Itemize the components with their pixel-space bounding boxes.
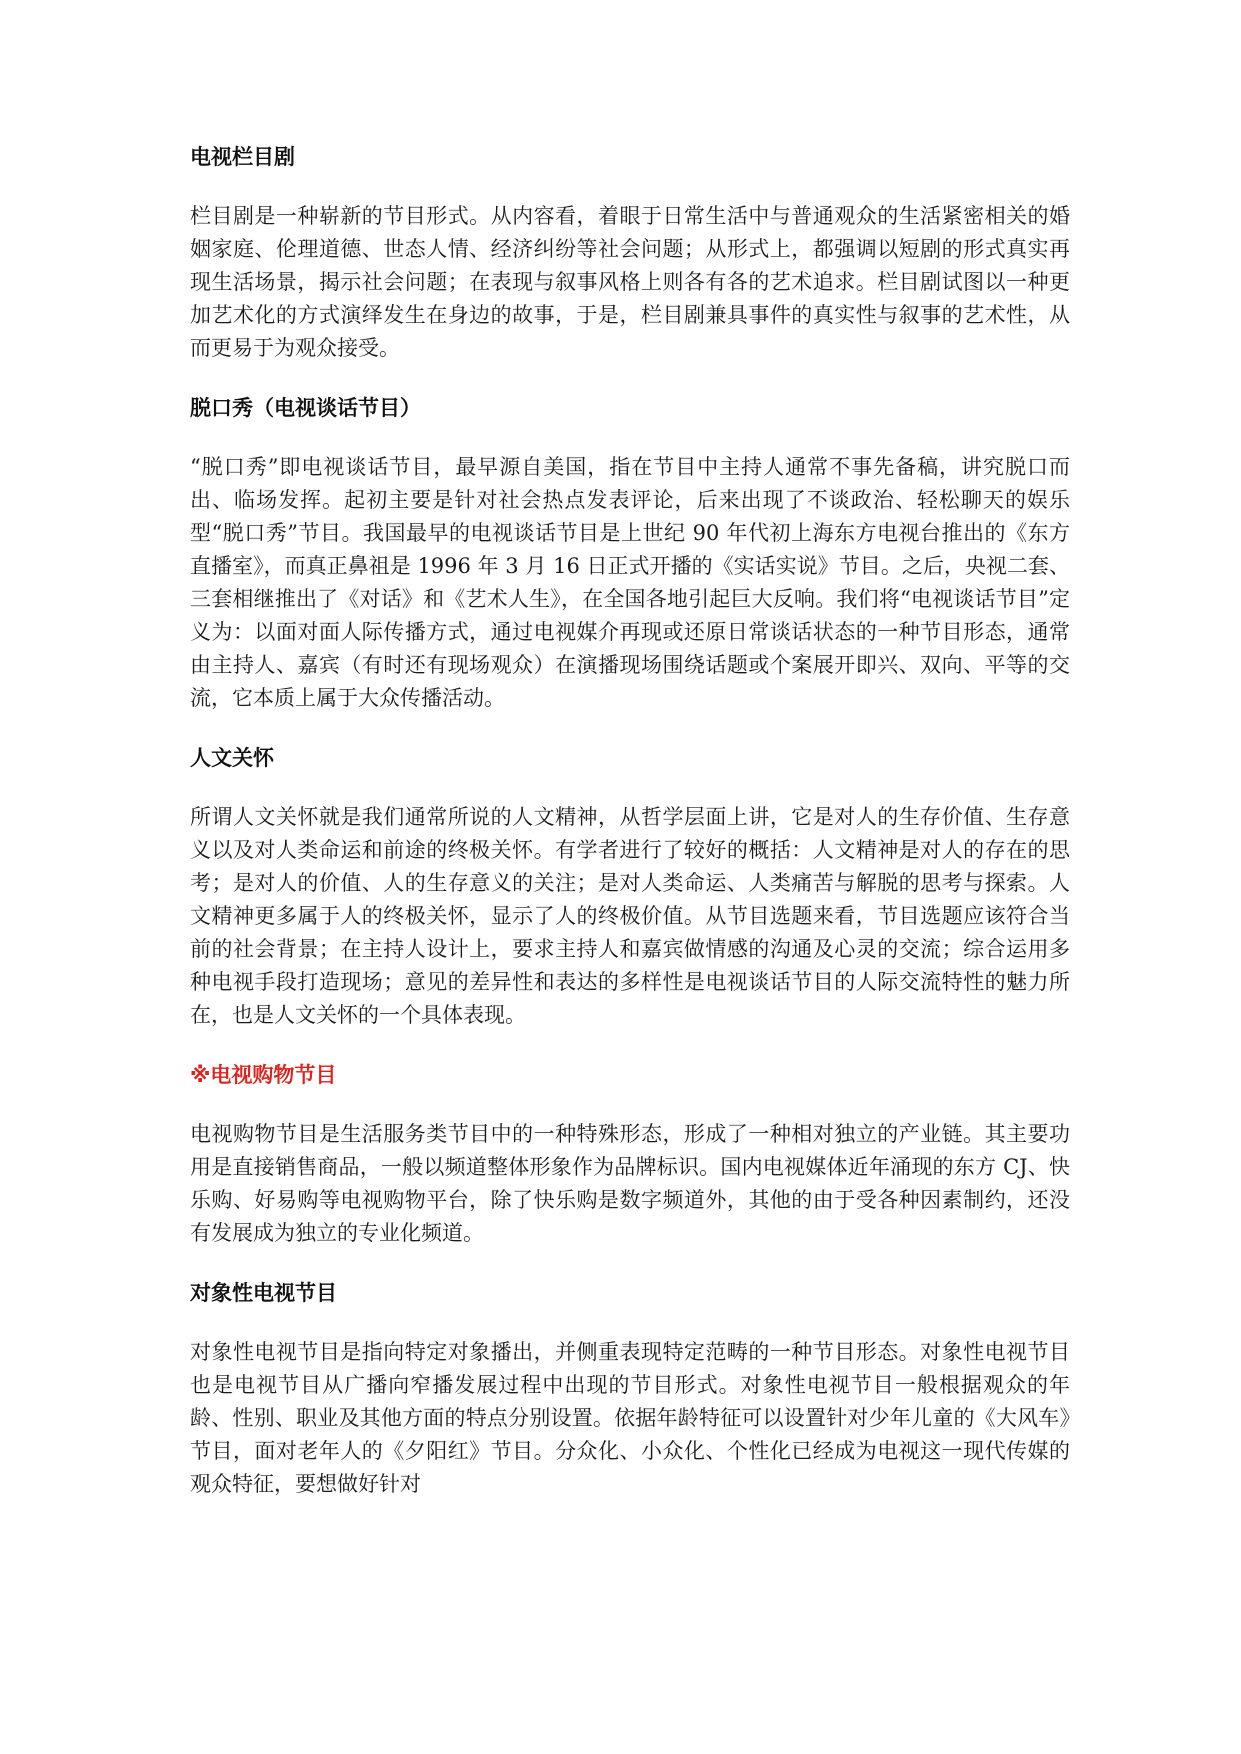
section-humanistic-care [190, 741, 1070, 1032]
section-heading: 脱口秀（电视谈话节目） [190, 396, 421, 420]
section-paragraph: 栏目剧是一种崭新的节目形式。从内容看，着眼于日常生活中与普通观众的生活紧密相关的婚姻家庭、伦理道德、世态人情、经济纠纷等社会问题；从形式上，都强调以短剧的形式真实再现生活场景，揭示社会问题；在表现与叙事风格上则各有各的艺术追求。栏目剧试图以一种更加艺术化的方式演绎发生在身边的故事，于是，栏目剧兼具事件的真实性与叙事的艺术性，从而更易于为观众接受。 [190, 204, 1070, 360]
section-column-drama [190, 140, 1070, 365]
section-paragraph: “脱口秀”即电视谈话节目，最早源自美国，指在节目中主持人通常不事先备稿，讲究脱口而出、临场发挥。起初主要是针对社会热点发表评论，后来出现了不谈政治、轻松聊天的娱乐型“脱口秀”节目。我国最早的电视谈话节目是上世纪 90 年代初上海东方电视台推出的《东方直播室》，而真正鼻祖是 1996 年 3 月 16 日正式开播的《实话实说》节目。之后，央视二套、三套相继推出了《对话》和《艺术人生》，在全国各地引起巨大反响。我们将“电视谈话节目”定义为：以面对面人际传播方式，通过电视媒介再现或还原日常谈话状态的一种节目形态，通常由主持人、嘉宾（有时还有现场观众）在演播现场围绕话题或个案展开即兴、双向、平等的交流，它本质上属于大众传播活动。 [190, 455, 1070, 710]
section-targeted-programs [190, 1276, 1070, 1501]
section-paragraph: 对象性电视节目是指向特定对象播出，并侧重表现特定范畴的一种节目形态。对象性电视节目也是电视节目从广播向窄播发展过程中出现的节目形式。对象性电视节目一般根据观众的年龄、性别、职业及其他方面的特点分别设置。依据年龄特征可以设置针对少年儿童的《大风车》节目，面对老年人的《夕阳红》节目。分众化、小众化、个性化已经成为电视这一现代传媒的观众特征，要想做好针对 [190, 1340, 1070, 1496]
section-heading: 电视栏目剧 [190, 145, 295, 169]
section-paragraph: 所谓人文关怀就是我们通常所说的人文精神，从哲学层面上讲，它是对人的生存价值、生存意义以及对人类命运和前途的终极关怀。有学者进行了较好的概括：人文精神是对人的存在的思考；是对人的价值、人的生存意义的关注；是对人类命运、人类痛苦与解脱的思考与探索。人文精神更多属于人的终极关怀，显示了人的终极价值。从节目选题来看，节目选题应该符合当前的社会背景；在主持人设计上，要求主持人和嘉宾做情感的沟通及心灵的交流；综合运用多种电视手段打造现场；意见的差异性和表达的多样性是电视谈话节目的人际交流特性的魅力所在，也是人文关怀的一个具体表现。 [190, 805, 1070, 1027]
section-talk-show [190, 391, 1070, 715]
section-paragraph: 电视购物节目是生活服务类节目中的一种特殊形态，形成了一种相对独立的产业链。其主要功用是直接销售商品，一般以频道整体形象作为品牌标识。国内电视媒体近年涌现的东方 CJ、快乐购、好易购等电视购物平台，除了快乐购是数字频道外，其他的由于受各种因素制约，还没有发展成为独立的专业化频道。 [190, 1122, 1070, 1245]
section-heading: 对象性电视节目 [190, 1281, 337, 1305]
document-page [190, 140, 1070, 1527]
section-tv-shopping [190, 1058, 1070, 1250]
section-heading-highlighted: ※电视购物节目 [190, 1063, 337, 1087]
section-heading: 人文关怀 [190, 746, 274, 770]
